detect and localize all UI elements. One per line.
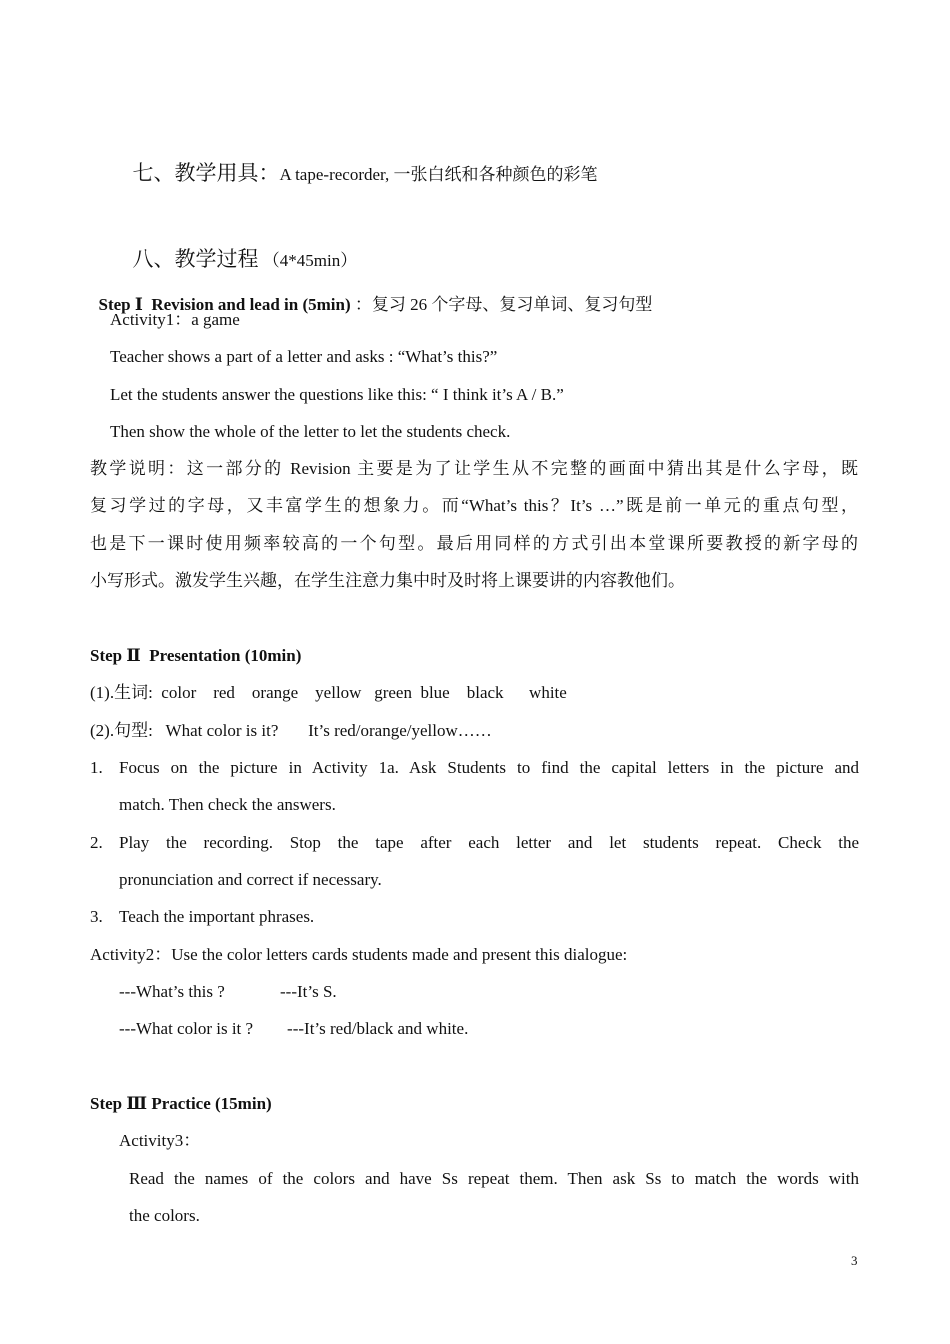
step-2-item-1-number: 1. xyxy=(90,758,103,777)
step-2-item-2-number: 2. xyxy=(90,833,103,852)
step-2-item-2-line-2: pronunciation and correct if necessary. xyxy=(119,870,382,889)
step-1-line-2: Let the students answer the questions like this: “ I think it’s A / B.” xyxy=(110,385,564,404)
step-2-item-3-number: 3. xyxy=(90,907,103,926)
step-2-dialogue-line-2: ---What color is it ? ---It’s red/black and white. xyxy=(119,1019,469,1038)
section-8-heading: 八、教学过程 xyxy=(132,247,259,271)
step-1-label: Step Ⅰ Revision and lead in (5min) xyxy=(98,295,351,314)
step-2-vocab: (1).生词: color red orange yellow green blue black white xyxy=(90,683,567,702)
step-1-note-line-1: 教学说明：这一部分的 Revision 主要是为了让学生从不完整的画面中猜出其是什么字母，既 xyxy=(90,459,858,478)
step-2-activity: Activity2：Use the color letters cards students made and present this dialogue: xyxy=(90,945,628,964)
step-3-label: Step Ⅲ Practice (15min) xyxy=(90,1094,272,1113)
step-2-pattern: (2).句型: What color is it? It’s red/orange/yellow…… xyxy=(90,721,492,740)
section-8-heading-line xyxy=(124,224,357,272)
section-7-text: A tape-recorder, 一张白纸和各种颜色的彩笔 xyxy=(279,165,598,184)
step-2-item-2-line-1: Play the recording. Stop the tape after each letter and let students repeat. Check the xyxy=(119,833,859,852)
section-7-heading-line xyxy=(124,138,598,186)
page-number: 3 xyxy=(851,1253,858,1268)
step-3-activity-title: Activity3： xyxy=(119,1131,201,1150)
step-1-activity-title: Activity1：a game xyxy=(110,310,240,329)
step-1-note-line-3: 也是下一课时使用频率较高的一个句型。最后用同样的方式引出本堂课所要教授的新字母的 xyxy=(90,534,858,553)
step-1-line-3: Then show the whole of the letter to let the students check. xyxy=(110,422,511,441)
step-1-line-1: Teacher shows a part of a letter and asks : “What’s this?” xyxy=(110,347,498,366)
section-7-heading: 七、教学用具： xyxy=(132,161,280,185)
step-2-label: Step Ⅱ Presentation (10min) xyxy=(90,646,302,665)
step-3-line-2: the colors. xyxy=(129,1206,200,1225)
step-1-note-line-2: 复习学过的字母，又丰富学生的想象力。而“What’s this？It’s …”既是前一单元的重点句型， xyxy=(90,496,858,515)
step-2-dialogue-line-1: ---What’s this ? ---It’s S. xyxy=(119,982,337,1001)
step-1-description: ：复习 26 个字母、复习单词、复习句型 xyxy=(350,295,653,314)
step-1-note-line-4: 小写形式。激发学生兴趣，在学生注意力集中时及时将上课要讲的内容教他们。 xyxy=(90,571,685,590)
step-2-item-1-line-1: Focus on the picture in Activity 1a. Ask Students to find the capital letters in the picture and xyxy=(119,758,859,777)
section-8-duration: （4*45min） xyxy=(262,251,358,270)
step-3-line-1: Read the names of the colors and have Ss repeat them. Then ask Ss to match the words with xyxy=(129,1169,859,1188)
step-2-item-1-line-2: match. Then check the answers. xyxy=(119,795,336,814)
step-2-item-3-line-1: Teach the important phrases. xyxy=(119,907,315,926)
